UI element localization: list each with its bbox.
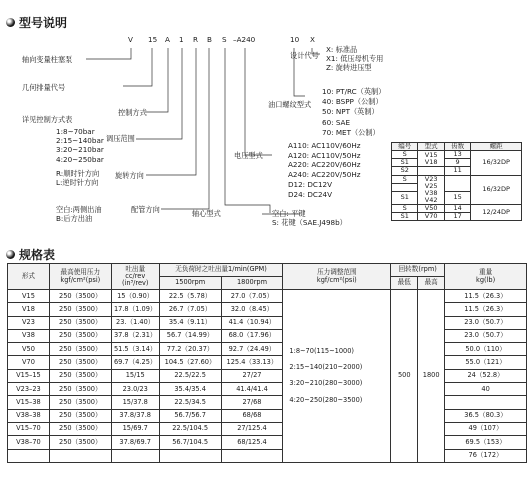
spline-cell: S1: [392, 213, 418, 221]
voltage-item: A240: AC220V/50Hz: [288, 170, 361, 180]
weight-cell: 11.5（26.3）: [445, 290, 527, 303]
table-cell: 56.7（14.99）: [159, 329, 221, 342]
header-speed-max: 最高: [418, 277, 445, 290]
label-rotation: 旋转方向: [115, 171, 144, 180]
voltage-item: A120: AC110V/50Hz: [288, 150, 361, 160]
voltage-item: D12: DC12V: [288, 179, 333, 189]
speed-min-cell: 500: [391, 290, 418, 463]
table-row: [8, 409, 527, 422]
section-spec-title: [6, 246, 55, 263]
table-cell: V23–23: [8, 383, 50, 396]
weight-cell: 24（52.8）: [445, 369, 527, 382]
table-row: [8, 383, 527, 396]
table-cell: 22.5/22.5: [159, 369, 221, 382]
design-code-item: X: 标准品: [326, 45, 358, 54]
spline-cell: 11: [444, 167, 470, 175]
pressure-range-item: 3:20~210bar: [56, 145, 104, 155]
table-cell: 68/125.4: [221, 436, 283, 449]
label-voltage-type: 电压型式: [234, 151, 263, 160]
header-max-pressure: [49, 264, 111, 290]
header-pressure-range: [283, 264, 391, 290]
label-thread-type: 油口螺纹型式: [268, 100, 312, 109]
table-cell: V18: [8, 303, 50, 316]
voltage-item: A110: AC110V/60Hz: [288, 141, 361, 150]
table-cell: 250（3500）: [49, 422, 111, 435]
spline-cell: V50: [418, 205, 444, 213]
table-row: [8, 303, 527, 316]
table-cell: 35.4（9.11）: [159, 316, 221, 329]
header-text: 最高使用压力: [60, 268, 101, 277]
table-cell: 27.0（7.05）: [221, 290, 283, 303]
label-control-type: 控制方式: [118, 108, 147, 117]
bullet-icon: [6, 250, 15, 259]
header-text: 吐出量: [125, 264, 146, 273]
code-10: 10: [290, 35, 300, 44]
weight-cell: 11.5（26.3）: [445, 303, 527, 316]
table-cell: 35.4/35.4: [159, 383, 221, 396]
rotation-item: L:逆时针方向: [56, 178, 99, 188]
spline-cell: [418, 175, 444, 205]
table-cell: [49, 449, 111, 462]
spline-header: 螺距: [471, 143, 522, 151]
spline-header: 齿数: [444, 143, 470, 151]
table-cell: 250（3500）: [49, 290, 111, 303]
table-row: [8, 396, 527, 409]
header-unit: kg(lb): [476, 275, 496, 284]
table-cell: 68/68: [221, 409, 283, 422]
table-cell: 41.4（10.94）: [221, 316, 283, 329]
table-cell: 104.5（27.60）: [159, 356, 221, 369]
label-mounting: 配管方向: [131, 205, 160, 214]
pressure-range-value: 4:20~250(280~3500): [289, 395, 363, 404]
header-1800rpm: 1800rpm: [221, 277, 283, 290]
table-row: [8, 436, 527, 449]
table-cell: 250（3500）: [49, 329, 111, 342]
table-cell: 23.（1.40）: [111, 316, 159, 329]
table-cell: V38: [8, 329, 50, 342]
weight-cell: [445, 396, 527, 409]
mounting-item: 空白:两侧出油: [56, 205, 102, 214]
table-cell: 27/27: [221, 369, 283, 382]
spline-cell: [444, 175, 470, 191]
mounting-item: B:后方出油: [56, 214, 93, 224]
code-v: V: [128, 35, 133, 44]
header-model: 形式: [8, 264, 50, 290]
table-cell: 22.5/34.5: [159, 396, 221, 409]
table-cell: 68.0（17.96）: [221, 329, 283, 342]
table-cell: 125.4（33.13）: [221, 356, 283, 369]
code-1: 1: [179, 35, 184, 44]
table-cell: 37.8/69.7: [111, 436, 159, 449]
code-b: B: [207, 35, 212, 44]
header-1500rpm: 1500rpm: [159, 277, 221, 290]
header-speed-min: 最低: [391, 277, 418, 290]
header-unit: kgf/cm²(psi): [60, 275, 101, 284]
spline-cell: [418, 151, 444, 167]
weight-cell: 55.0（121）: [445, 356, 527, 369]
table-cell: 250（3500）: [49, 343, 111, 356]
code-15: 15: [148, 35, 158, 44]
table-cell: 250（3500）: [49, 369, 111, 382]
table-cell: 56.7/104.5: [159, 436, 221, 449]
table-cell: V38–70: [8, 436, 50, 449]
spline-cell: S: [392, 151, 418, 159]
spline-cell: [392, 183, 418, 191]
spline-cell: S: [392, 205, 418, 213]
code-a: A: [165, 35, 170, 44]
table-cell: 250（3500）: [49, 436, 111, 449]
spline-cell: S2: [392, 167, 418, 175]
header-no-load: 无负荷时之吐出量1/min(GPM): [159, 264, 283, 277]
spline-cell: 16/32DP: [471, 175, 522, 205]
label-shaft-type: 轴心型式: [192, 209, 221, 218]
spline-type: V18: [424, 157, 438, 166]
table-cell: 51.5（3.14）: [111, 343, 159, 356]
header-unit: cc/rev: [125, 271, 146, 280]
table-cell: V15–38: [8, 396, 50, 409]
weight-cell: 76（172）: [445, 449, 527, 462]
table-cell: 250（3500）: [49, 383, 111, 396]
table-row: [8, 369, 527, 382]
pressure-range-value: 1:8~70(115~1000): [289, 346, 354, 355]
pressure-range-value: 2:15~140(210~2000): [289, 363, 363, 372]
code-r: R: [193, 35, 198, 44]
section-title-text: 规格表: [19, 248, 56, 262]
table-cell: 250（3500）: [49, 356, 111, 369]
table-cell: 23.0/23: [111, 383, 159, 396]
spline-cell: 12/24DP: [471, 205, 522, 221]
thread-item: 60: SAE: [322, 117, 351, 127]
table-row: [8, 356, 527, 369]
header-weight: [445, 264, 527, 290]
table-row: [8, 422, 527, 435]
weight-cell: 23.0（50.7）: [445, 316, 527, 329]
spline-type: V15: [424, 150, 438, 159]
table-cell: 77.2（20.37）: [159, 343, 221, 356]
table-cell: 92.7（24.49）: [221, 343, 283, 356]
table-cell: V15–15: [8, 369, 50, 382]
header-unit: (in³/rev): [121, 279, 149, 288]
table-cell: 27/125.4: [221, 422, 283, 435]
table-cell: 22.5（5.78）: [159, 290, 221, 303]
table-cell: V70: [8, 356, 50, 369]
thread-item: 50: NPT（英制）: [322, 107, 379, 117]
table-cell: 250（3500）: [49, 316, 111, 329]
spline-type: V38: [424, 188, 438, 197]
design-code-item: Z: 旋转进压型: [326, 63, 372, 73]
label-pressure-range: 调压范围: [106, 134, 135, 143]
table-cell: 250（3500）: [49, 396, 111, 409]
label-displacement-code: 几何排量代号: [22, 83, 66, 92]
pressure-range-value: 3:20~210(280~3000): [289, 379, 363, 388]
pressure-range-item: 4:20~250bar: [56, 154, 104, 164]
table-cell: 26.7（7.05）: [159, 303, 221, 316]
table-cell: V15: [8, 290, 50, 303]
spline-type: V25: [424, 181, 438, 190]
mounting-list: [56, 206, 102, 222]
pressure-range-list: [56, 128, 104, 163]
spline-cell: S: [392, 175, 418, 183]
spline-header: 编号: [392, 143, 418, 151]
spline-cell: 15: [444, 191, 470, 204]
pressure-range-cell: [283, 290, 391, 463]
pressure-range-item: 2:15~140bar: [56, 136, 104, 146]
spline-cell: 17: [444, 213, 470, 221]
rotation-item: R:顺时针方向: [56, 169, 100, 178]
table-cell: V15–70: [8, 422, 50, 435]
table-cell: 250（3500）: [49, 303, 111, 316]
table-cell: V38–38: [8, 409, 50, 422]
table-row: [8, 343, 527, 356]
spline-table: [391, 142, 522, 221]
spline-type: V23: [424, 174, 438, 183]
weight-cell: 36.5（80.3）: [445, 409, 527, 422]
table-row: [8, 449, 527, 462]
table-cell: V50: [8, 343, 50, 356]
shaft-list: [272, 210, 347, 226]
thread-item: 40: BSPP（公制）: [322, 97, 383, 107]
spline-cell: 14: [444, 205, 470, 213]
shaft-item: 空白: 平键: [272, 209, 306, 218]
table-cell: 15/37.8: [111, 396, 159, 409]
header-text: 压力调整范围: [317, 268, 357, 277]
table-cell: 41.4/41.4: [221, 383, 283, 396]
spline-cell: S1: [392, 191, 418, 204]
code-a240: –A240: [233, 35, 256, 44]
label-series: 轴向变量柱塞泵: [22, 55, 73, 64]
table-cell: 17.8（1.09）: [111, 303, 159, 316]
spec-table: [7, 263, 527, 463]
table-cell: 56.7/56.7: [159, 409, 221, 422]
weight-cell: 23.0（50.7）: [445, 329, 527, 342]
spline-type: V42: [424, 195, 438, 204]
design-code-list: [326, 46, 383, 72]
table-cell: V23: [8, 316, 50, 329]
table-cell: [221, 449, 283, 462]
section-title-text: 型号说明: [19, 16, 68, 30]
thread-item: 70: MET（公制）: [322, 127, 380, 137]
table-cell: 27/68: [221, 396, 283, 409]
spline-cell: 13: [444, 151, 470, 159]
weight-cell: 50.0（110）: [445, 343, 527, 356]
rotation-list: [56, 170, 99, 186]
table-cell: [8, 449, 50, 462]
shaft-item: S: 花键（SAE.J498b）: [272, 218, 347, 228]
table-cell: 15（0.90）: [111, 290, 159, 303]
header-speed: 回转数(rpm): [391, 264, 445, 277]
thread-item: 10: PT/RC（英制）: [322, 87, 386, 96]
code-s: S: [222, 35, 227, 44]
speed-max-cell: 1800: [418, 290, 445, 463]
spline-header: 型式: [418, 143, 444, 151]
spline-cell: 9: [444, 159, 470, 167]
voltage-item: D24: DC24V: [288, 189, 333, 199]
table-cell: 250（3500）: [49, 409, 111, 422]
spline-cell: V70: [418, 213, 444, 221]
table-cell: 15/15: [111, 369, 159, 382]
table-cell: [159, 449, 221, 462]
table-row: [8, 316, 527, 329]
label-design-code: 设计代号: [290, 51, 319, 60]
design-code-item: X1: 低压母机专用: [326, 54, 384, 64]
table-row: [8, 329, 527, 342]
thread-list: [322, 88, 385, 136]
pressure-range-item: 1:8~70bar: [56, 127, 95, 136]
voltage-list: [288, 142, 361, 198]
table-cell: 22.5/104.5: [159, 422, 221, 435]
table-cell: 15/69.7: [111, 422, 159, 435]
code-x: X: [310, 35, 315, 44]
table-cell: 69.7（4.25）: [111, 356, 159, 369]
label-control-detail: 详见控制方式表: [22, 115, 73, 124]
weight-cell: 69.5（153）: [445, 436, 527, 449]
table-cell: 37.8（2.31）: [111, 329, 159, 342]
header-unit: kgf/cm²(psi): [316, 275, 357, 284]
spline-cell: 16/32DP: [471, 151, 522, 175]
table-cell: 32.0（8.45）: [221, 303, 283, 316]
weight-cell: 40: [445, 383, 527, 396]
weight-cell: 49（107）: [445, 422, 527, 435]
spec-table-body: [8, 290, 527, 463]
table-cell: 37.8/37.8: [111, 409, 159, 422]
header-displacement: [111, 264, 159, 290]
table-row: [8, 290, 527, 303]
voltage-item: A220: AC220V/60Hz: [288, 160, 361, 170]
spline-cell: S1: [392, 159, 418, 167]
table-cell: [111, 449, 159, 462]
header-text: 重量: [478, 268, 493, 277]
